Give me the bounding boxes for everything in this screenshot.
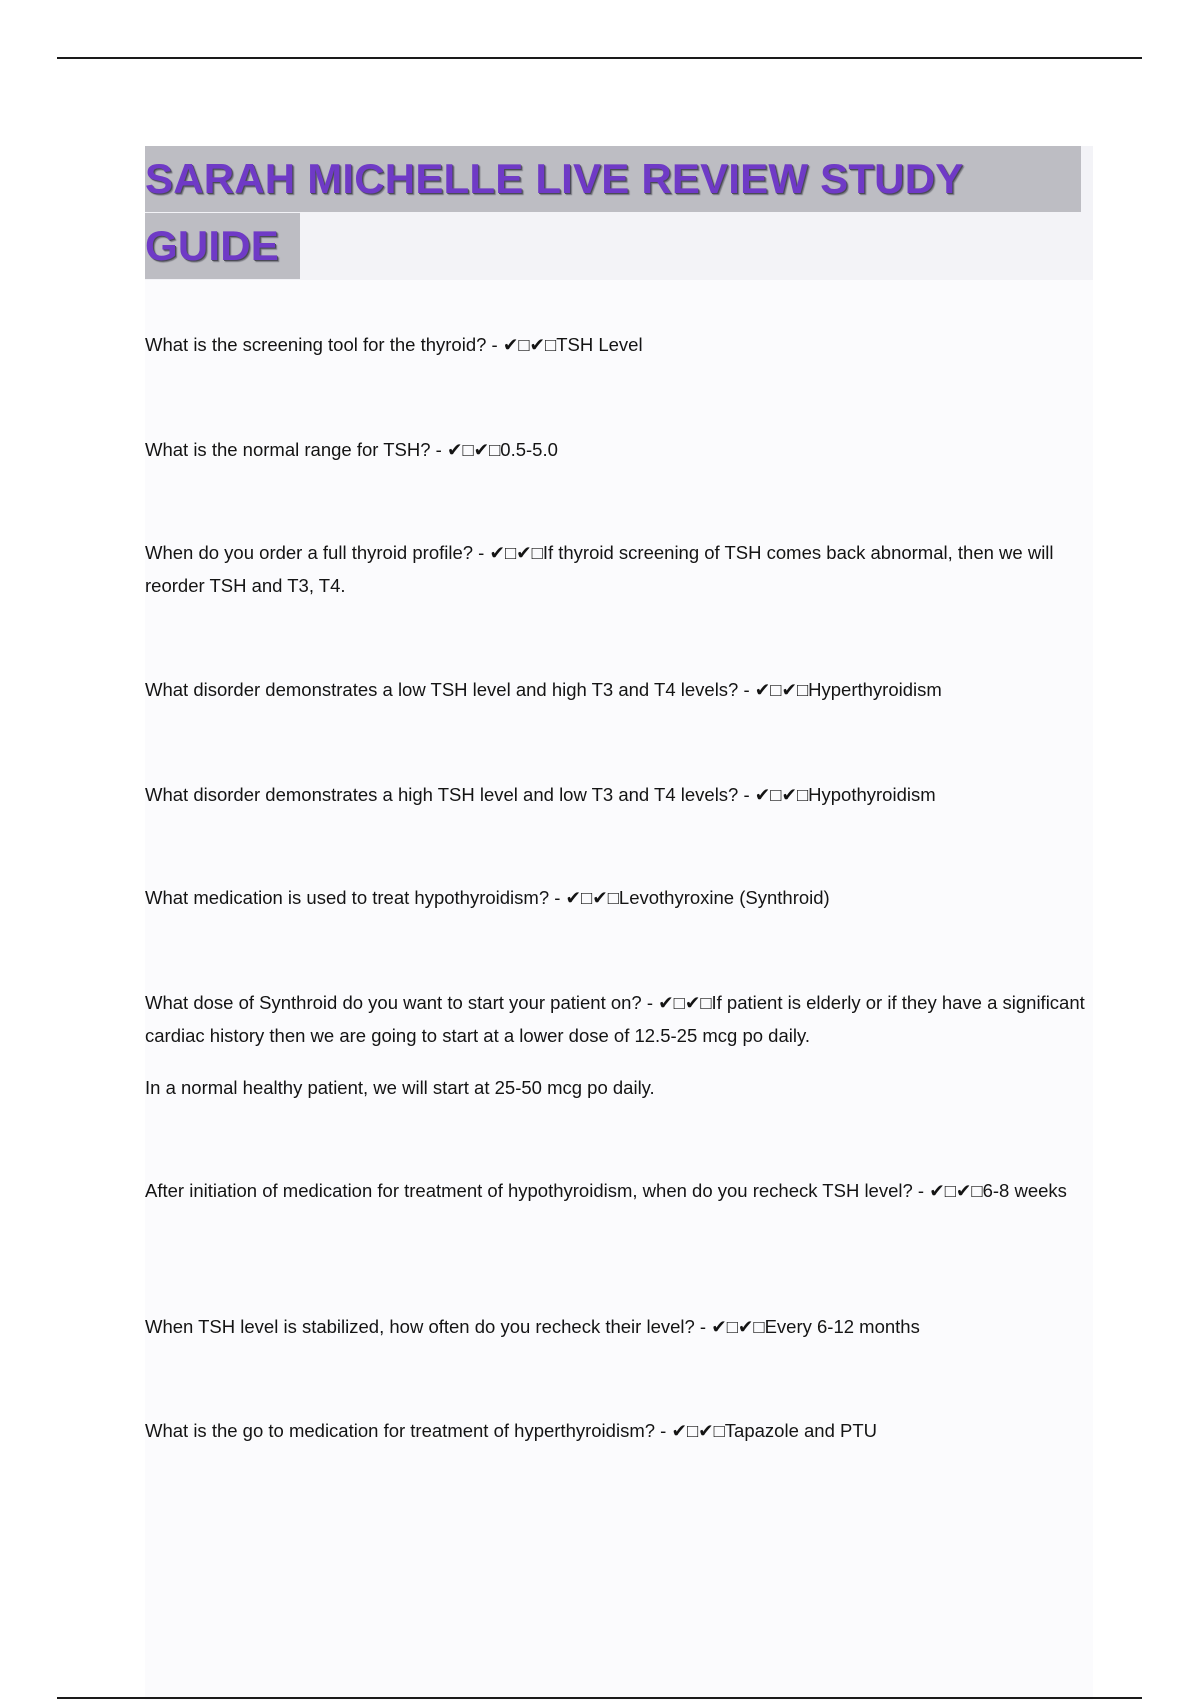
content-panel — [145, 146, 1093, 1700]
qa-text: What disorder demonstrates a low TSH level and high T3 and T4 levels? - ✔□✔□Hyperthyroidism — [145, 679, 942, 700]
qa-text: After initiation of medication for treatment of hypothyroidism, when do you recheck TSH level? - ✔□✔□6-8 weeks — [145, 1180, 1067, 1201]
qa-item-8 — [145, 1174, 1090, 1207]
qa-item-1 — [145, 328, 1090, 361]
document-title-line-2: GUIDE — [145, 213, 300, 279]
qa-item-9 — [145, 1310, 1090, 1343]
page-bottom-rule — [57, 1697, 1142, 1699]
qa-text-continued: In a normal healthy patient, we will start at 25-50 mcg po daily. — [145, 1077, 655, 1098]
qa-item-10 — [145, 1414, 1090, 1447]
document-title-line-1: SARAH MICHELLE LIVE REVIEW STUDY — [145, 146, 1081, 212]
qa-item-4 — [145, 673, 1090, 706]
qa-item-3 — [145, 536, 1090, 602]
qa-text: What is the normal range for TSH? - ✔□✔□0.5-5.0 — [145, 439, 558, 460]
page-top-rule — [57, 57, 1142, 59]
qa-text: When TSH level is stabilized, how often do you recheck their level? - ✔□✔□Every 6-12 months — [145, 1316, 920, 1337]
qa-text: What is the screening tool for the thyroid? - ✔□✔□TSH Level — [145, 334, 643, 355]
qa-item-2 — [145, 433, 1090, 466]
qa-text: What is the go to medication for treatment of hyperthyroidism? - ✔□✔□Tapazole and PTU — [145, 1420, 878, 1441]
qa-text: When do you order a full thyroid profile? - ✔□✔□If thyroid screening of TSH comes back abnormal, then we will reorder TSH and T3, T4. — [145, 542, 1054, 596]
qa-text: What dose of Synthroid do you want to start your patient on? - ✔□✔□If patient is elderly or if they have a significant cardiac history then we are going to start at a lower dose of 12.5-25 mcg po daily. — [145, 992, 1085, 1046]
qa-text: What disorder demonstrates a high TSH level and low T3 and T4 levels? - ✔□✔□Hypothyroidism — [145, 784, 936, 805]
qa-item-5 — [145, 778, 1090, 811]
qa-item-6 — [145, 881, 1090, 914]
qa-text: What medication is used to treat hypothyroidism? - ✔□✔□Levothyroxine (Synthroid) — [145, 887, 830, 908]
qa-item-7 — [145, 986, 1090, 1104]
